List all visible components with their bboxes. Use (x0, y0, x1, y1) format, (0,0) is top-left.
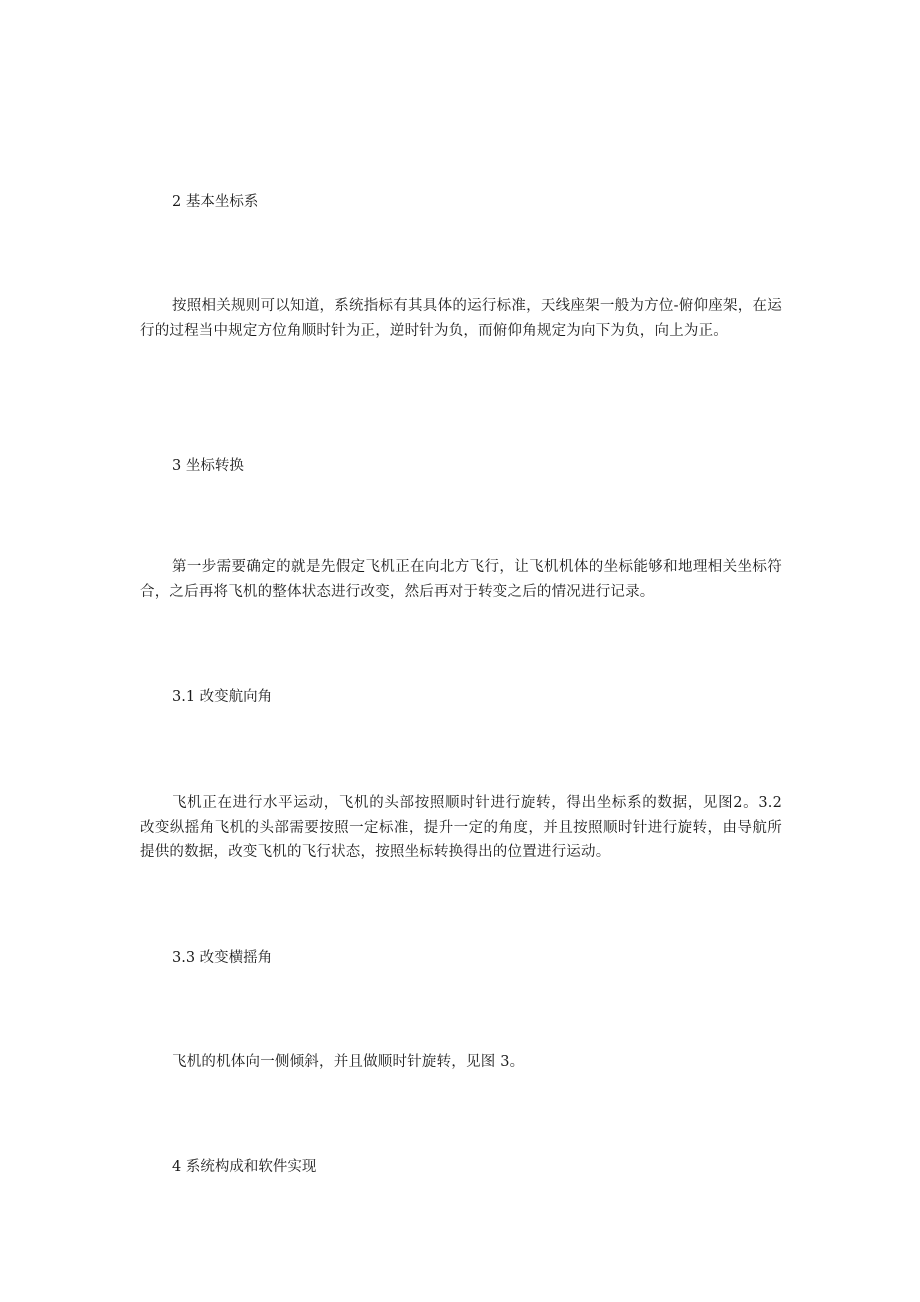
section-heading-3: 3 坐标转换 (172, 458, 244, 474)
section-heading-3-3: 3.3 改变横摇角 (172, 950, 273, 966)
paragraph-coordinate-transform: 第一步需要确定的就是先假定飞机正在向北方飞行，让飞机机体的坐标能够和地理相关坐标符合，之后再将飞机的整体状态进行改变，然后再对于转变之后的情况进行记录。 (140, 559, 782, 600)
section-heading-3-1: 3.1 改变航向角 (172, 689, 273, 705)
paragraph-basic-coordinates: 按照相关规则可以知道，系统指标有其具体的运行标准，天线座架一般为方位-俯仰座架，在运行的过程当中规定方位角顺时针为正，逆时针为负，而俯仰角规定为向下为负，向上为正。 (140, 298, 782, 339)
section-heading-4: 4 系统构成和软件实现 (172, 1159, 317, 1175)
paragraph-heading-angle: 飞机正在进行水平运动，飞机的头部按照顺时针进行旋转，得出坐标系的数据，见图2。3.2 改变纵摇角飞机的头部需要按照一定标准，提升一定的角度，并且按照顺时针进行旋转，由导航所提供的数据，改变飞机的飞行状态，按照坐标转换得出的位置进行运动。 (140, 795, 782, 860)
paragraph-roll-angle: 飞机的机体向一侧倾斜，并且做顺时针旋转，见图 3。 (172, 1054, 525, 1070)
section-heading-2: 2 基本坐标系 (172, 194, 259, 210)
